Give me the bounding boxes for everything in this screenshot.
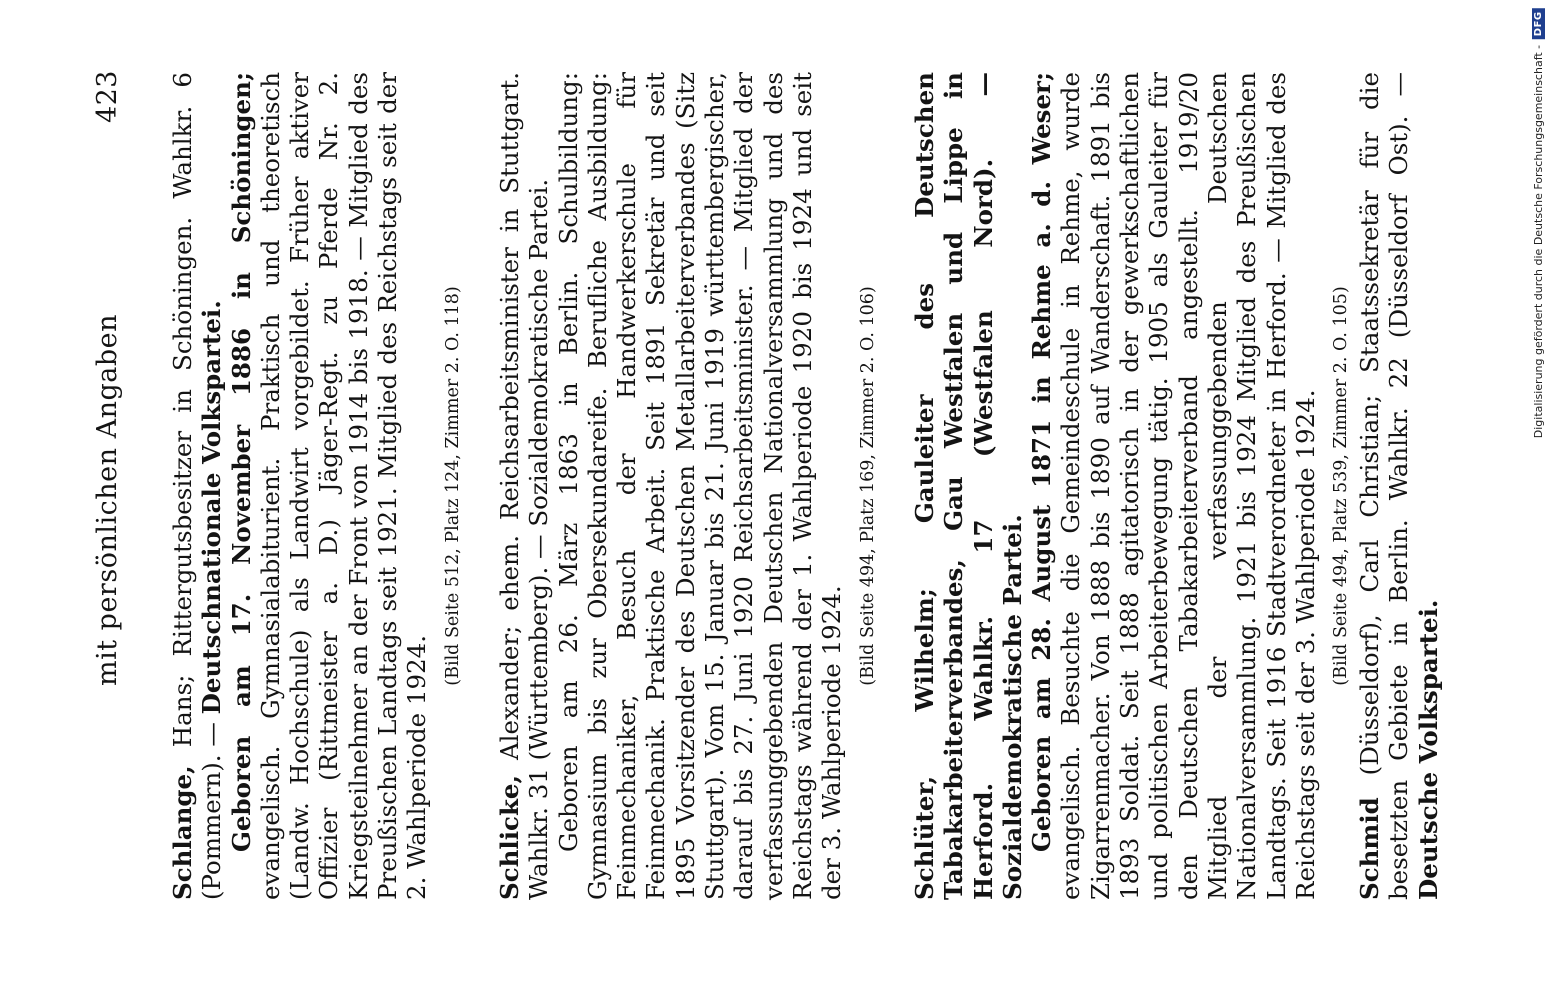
entry-party: Deutsche Volkspartei. xyxy=(1413,599,1443,900)
entry-intro: Hans; Rittergutsbesitzer in Schöningen. Wahlkr. 6 (Pommern). — xyxy=(168,72,227,900)
dfg-logo: DFG xyxy=(1532,8,1545,39)
entry-schmid xyxy=(1355,72,1443,900)
entry-schlange xyxy=(168,72,466,900)
entry-caption: (Bild Seite 512, Platz 124, Zimmer 2. O. 118) xyxy=(442,286,463,686)
entry-name: Schlüter, xyxy=(910,775,939,900)
entry-intro: Alexander; ehem. Reichsarbeitsminister in Stuttgart. Wahlkr. 31 (Württemberg). — xyxy=(495,72,554,900)
digitization-note xyxy=(1532,8,1545,438)
page-header xyxy=(92,0,132,1000)
page-header-title: mit persönlichen Angaben xyxy=(92,314,123,686)
entry-intro: Wilhelm; Gauleiter des Deutschen Tabakarbeiterverbandes, Gau Westfalen und Lippe in Herford. Wahlkr. 17 (Westfalen Nord). — xyxy=(910,72,998,900)
entry-schlueter xyxy=(910,72,1354,900)
entry-name: Schmid xyxy=(1355,797,1384,900)
entry-party: Sozialdemokratische Partei. xyxy=(524,178,554,527)
entry-party: Sozialdemokratische Partei. xyxy=(997,514,1027,900)
page-number: 423 xyxy=(92,70,123,124)
entry-caption: (Bild Seite 494, Platz 539, Zimmer 2. O. 105) xyxy=(1331,286,1352,686)
entry-born: Geboren am 26. März 1863 in Berlin. xyxy=(553,271,583,852)
entry-name: Schlange, xyxy=(168,765,197,900)
entry-intro: (Düsseldorf), Carl Christian; Staatssekretär für die besetzten Gebiete in Berlin. Wahlkr. 22 (Düsseldorf Ost). — xyxy=(1355,72,1414,900)
digitization-text: Digitalisierung gefördert durch die Deutsche Forschungsgemeinschaft - xyxy=(1532,44,1545,439)
entry-schlicke xyxy=(495,72,881,900)
entry-body: evangelisch. Besuchte die Gemeindeschule in Rehme, wurde Zigarrenmacher. Von 1888 bis 1890 auf Wanderschaft. 1891 bis 1893 Soldat. Seit 1888 agitatorisch in der gewerkschaftlichen und politischen Arbeiterbewegung tätig. 1905 als Gauleiter für den Deutschen Tabakarbeiterverband angestellt. 1919/20 Mitglied der verfassunggebenden Deutschen Nationalversammlung. 1921 bis 1924 Mitglied des Preußischen Landtags. Seit 1916 Stadtverordneter in Herford. — Mitglied des Reichstags seit der 3. Wahlperiode 1924. xyxy=(1056,72,1320,900)
entry-born: Geboren am 17. November 1886 in Schöningen; xyxy=(226,72,256,852)
entry-body: Schulbildung: Gymnasium bis zur Obersekundareife. Berufliche Ausbildung: Feinmechaniker, Besuch der Handwerkerschule für Feinmechanik. Praktische Arbeit. Seit 1891 Sekretär und seit 1895 Vorsitzender des Deutschen Metallarbeiterverbandes (Sitz Stuttgart). Vom 15. Januar bis 21. Juni 1919 württembergischer, darauf bis 27. Juni 1920 Reichsarbeitsminister. — Mitglied der verfassunggebenden Deutschen Nationalversammlung und des Reichstags während der 1. Wahlperiode 1920 bis 1924 und seit der 3. Wahlperiode 1924. xyxy=(553,72,847,900)
entry-party: Deutschnationale Volkspartei. xyxy=(197,300,227,715)
entry-name: Schlicke, xyxy=(495,774,524,900)
entry-body: evangelisch. Gymnasialabiturient. Praktisch und theoretisch (Landw. Hochschule) als Landwirt vorgebildet. Früher aktiver Offizier (Rittmeister a. D.) Jäger-Regt. zu Pferde Nr. 2. Kriegsteilnehmer an der Front von 1914 bis 1918. — Mitglied des Preußischen Landtags seit 1921. Mitglied des Reichstags seit der 2. Wahlperiode 1924. xyxy=(255,72,432,900)
entry-caption: (Bild Seite 494, Platz 169, Zimmer 2. O. 106) xyxy=(857,286,878,686)
entry-born: Geboren am 28. August 1871 in Rehme a. d. Weser; xyxy=(1027,72,1057,852)
